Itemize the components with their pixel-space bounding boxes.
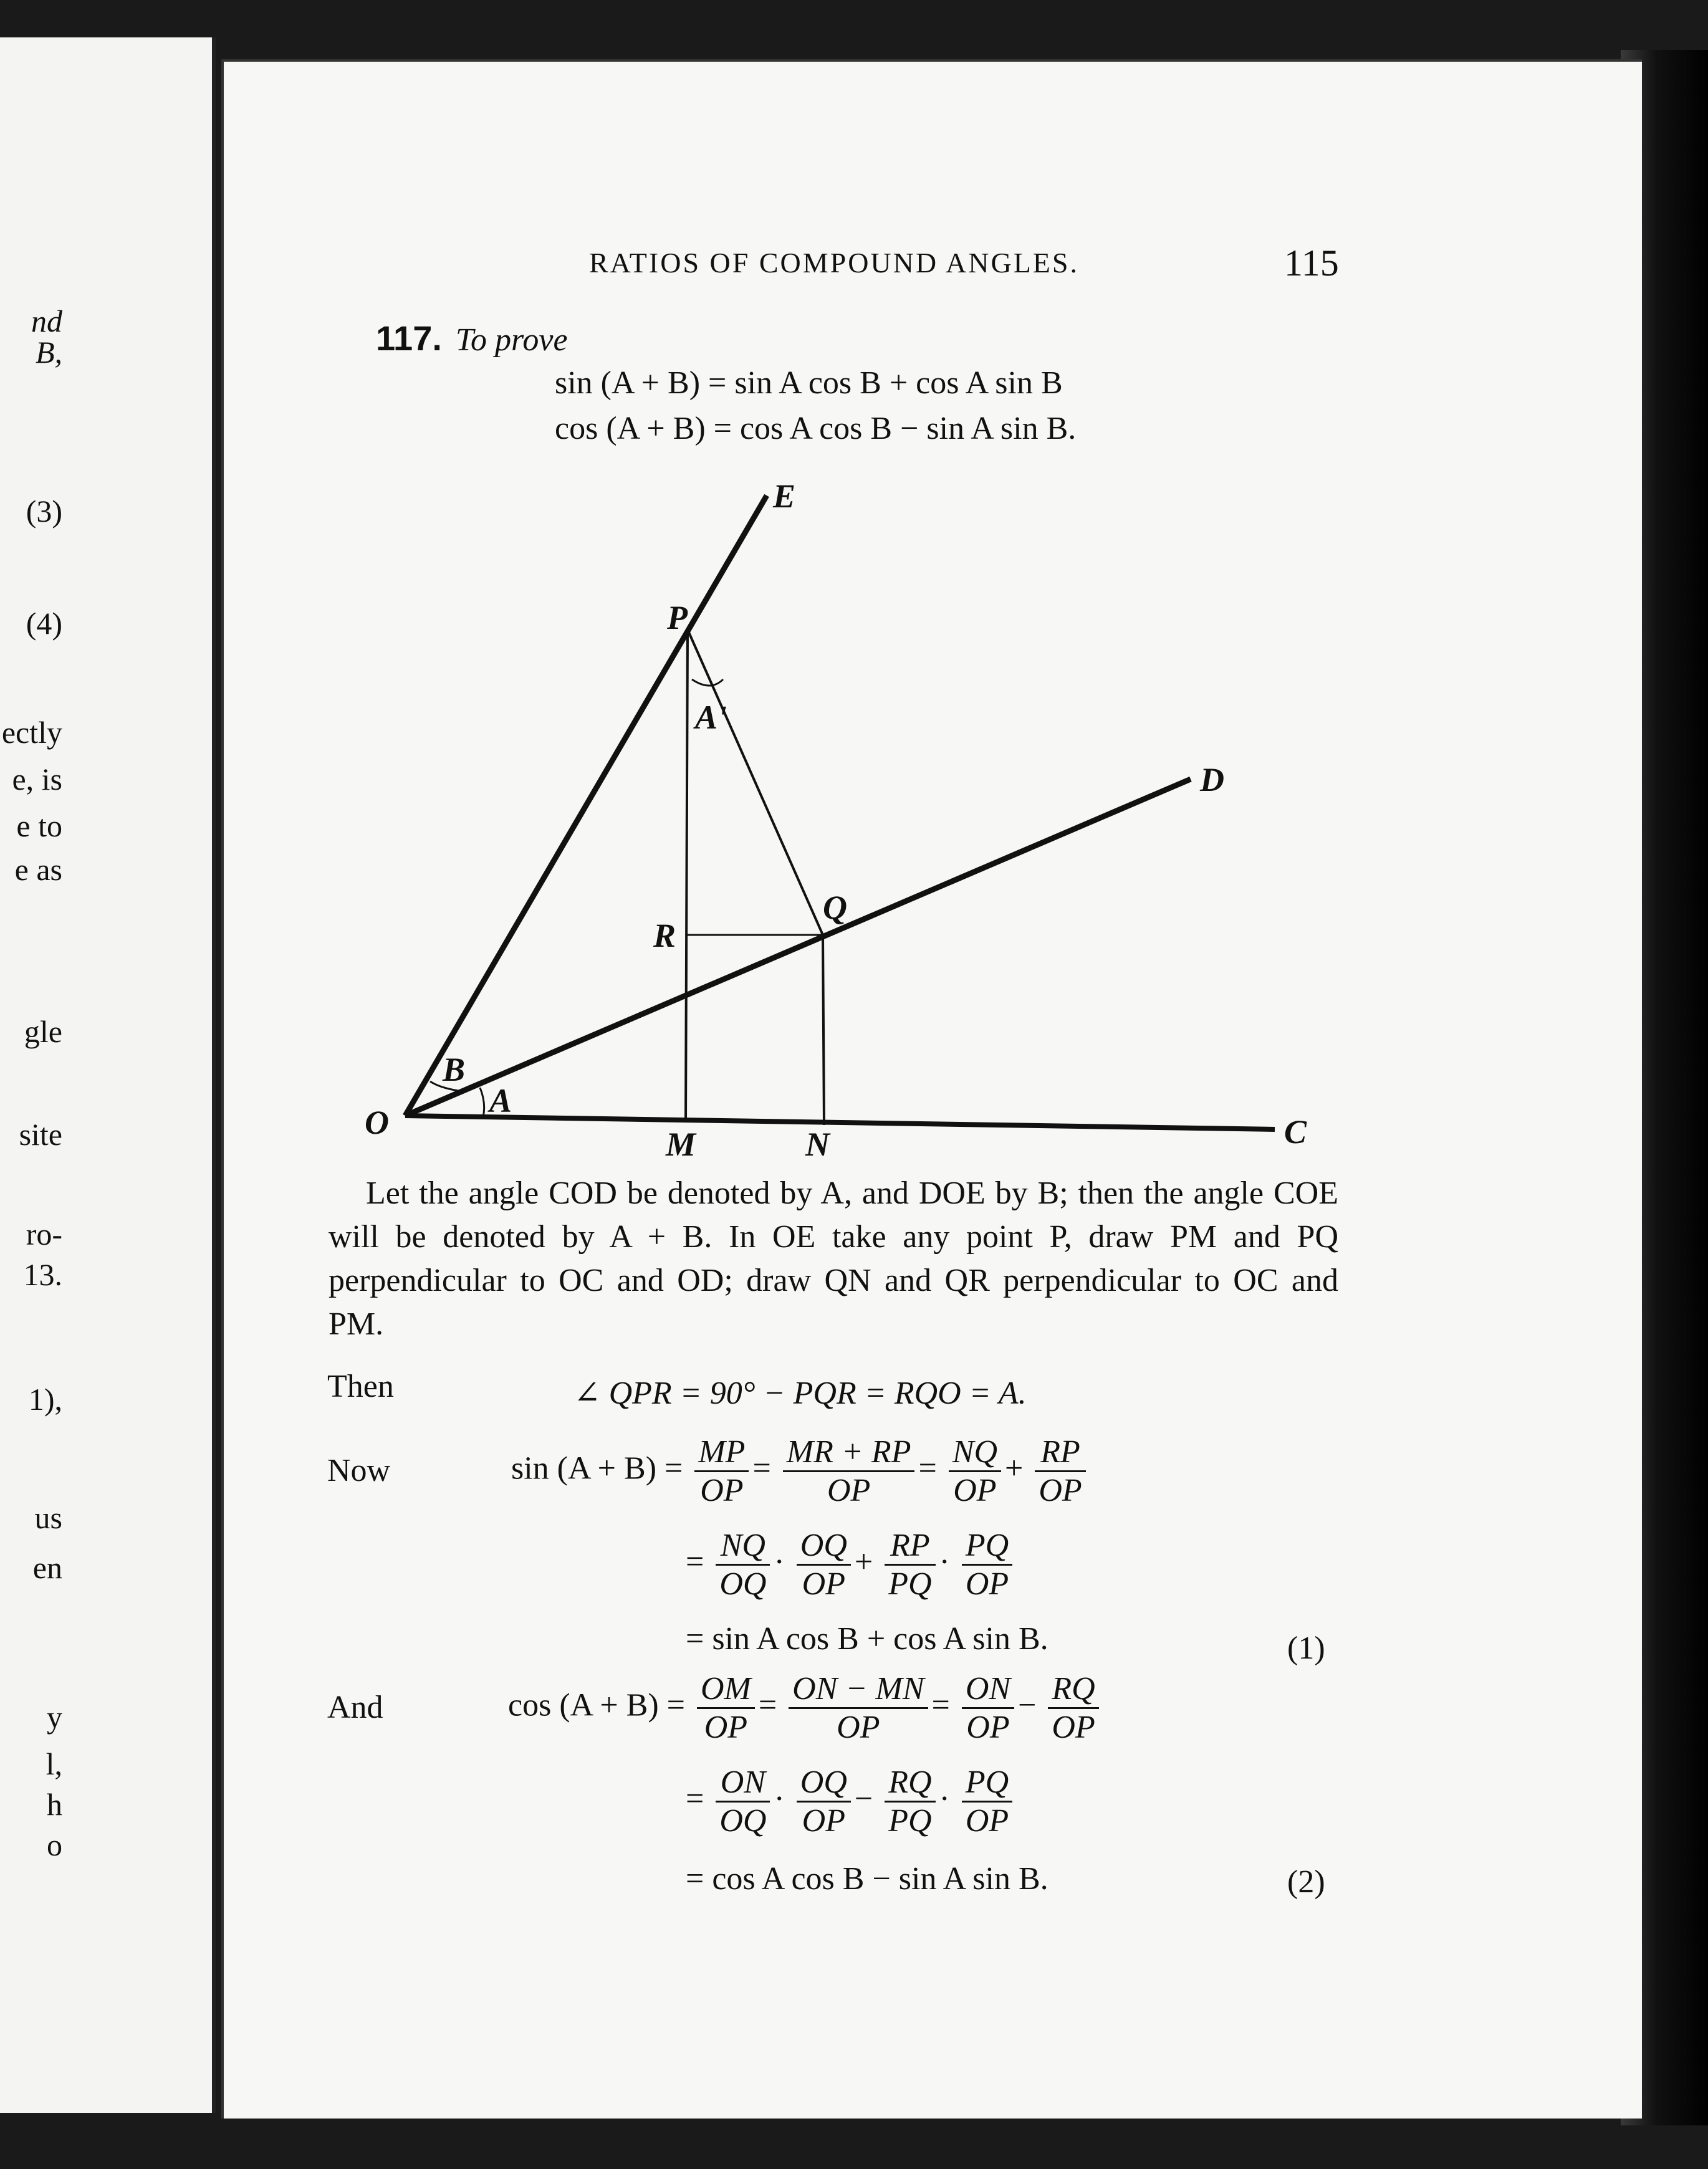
sin-lhs: sin (A + B) = [511,1450,683,1487]
body-paragraph [329,1172,1338,1346]
line-PM [686,630,688,1122]
fraction: $\frac{ON - MN}{OP}$ [789,1670,928,1746]
label-P: P [667,599,688,636]
left-fragment: 13. [23,1257,62,1292]
label-R: R [653,917,676,954]
formula-cos: cos (A + B) = cos A cos B − sin A sin B. [555,411,1077,446]
label-C: C [1284,1113,1307,1151]
fraction: $\frac{OM}{OP}$ [697,1670,755,1746]
left-fragment: site [19,1117,62,1152]
line-OD [405,779,1191,1116]
left-fragment: (4) [26,606,62,641]
running-header: RATIOS OF COMPOUND ANGLES. [589,247,1079,279]
left-fragment: 1), [28,1382,62,1417]
formula-sin: sin (A + B) = sin A cos B + cos A sin B [555,365,1063,401]
left-fragment: ro- [26,1217,62,1252]
cos-expansion-line1: cos (A + B) = $\frac{OM}{OP}$ = $\frac{ON - MN}{OP}$ = $\frac{ON}{OP}$ − $\frac{RQ}{OP}$ [508,1670,1103,1746]
page-number: 115 [1284,242,1339,284]
label-A: A [489,1082,512,1119]
label-Q: Q [823,889,847,926]
fraction: $\frac{RQ}{OP}$ [1048,1670,1098,1746]
left-fragment: l, [46,1746,62,1781]
label-N: N [805,1126,830,1163]
label-D: D [1200,761,1224,798]
left-fragment: o [47,1827,62,1862]
left-fragment: en [32,1550,62,1585]
sin-result: = sin A cos B + cos A sin B. [686,1621,1048,1657]
sin-expansion-line1: sin (A + B) = $\frac{MP}{OP}$ = $\frac{MR + RP}{OP}$ = $\frac{NQ}{OP}$ + $\frac{RP}{OP}$ [511,1434,1090,1509]
left-fragment: us [34,1500,62,1535]
angle-arc-A [480,1088,484,1117]
line-OC [405,1116,1275,1129]
fraction: $\frac{MP}{OP}$ [694,1434,749,1509]
label-A-prime: A' [695,699,727,736]
left-fragment: e to [16,808,62,843]
left-fragment: ectly [1,715,62,750]
line-PQ [688,630,823,935]
line-OE [405,496,767,1116]
cos-expansion-line2: = $\frac{ON}{OQ}$ · $\frac{OQ}{OP}$ − $\frac{RQ}{PQ}$ · $\frac{PQ}{OP}$ [686,1764,1016,1839]
fraction: $\frac{PQ}{OP}$ [962,1764,1012,1839]
fraction: $\frac{NQ}{OQ}$ [716,1527,770,1602]
fraction: $\frac{PQ}{OP}$ [962,1527,1012,1602]
equation-number-1: (1) [1287,1630,1325,1666]
line-QN [823,935,824,1125]
sin-expansion-line2: = $\frac{NQ}{OQ}$ · $\frac{OQ}{OP}$ + $\frac{RP}{PQ}$ · $\frac{PQ}{OP}$ [686,1527,1016,1602]
label-B: B [443,1051,466,1088]
left-fragment: gle [24,1014,62,1049]
and-label: And [327,1690,383,1725]
section-number: 117. [376,318,442,358]
left-fragment: e as [14,852,62,887]
paragraph-text: Let the angle COD be denoted by A, and DOE by B; then the angle COE will be denoted by A + B. In OE take any point P, draw PM and PQ perpendicular to OC and OD; draw QN and QR perpendicular to OC and PM. [329,1175,1338,1342]
angle-arc-P [692,679,723,686]
fraction: $\frac{RP}{OP}$ [1035,1434,1085,1509]
then-label: Then [327,1369,394,1404]
fraction: $\frac{MR + RP}{OP}$ [783,1434,915,1509]
label-O: O [365,1104,389,1141]
fraction: $\frac{RP}{PQ}$ [885,1527,935,1602]
left-fragment: nd B, [31,304,62,370]
left-fragment: (3) [26,494,62,529]
left-fragment: y [47,1700,62,1735]
now-label: Now [327,1453,391,1488]
fraction: $\frac{NQ}{OP}$ [949,1434,1001,1509]
left-fragment: e, is [12,762,62,797]
cos-result: = cos A cos B − sin A sin B. [686,1861,1048,1897]
fraction: $\frac{OQ}{OP}$ [797,1527,851,1602]
then-equation: ∠ QPR = 90° − PQR = RQO = A. [573,1376,1027,1411]
fraction: $\frac{ON}{OP}$ [962,1670,1014,1746]
section-title: To prove [455,322,568,358]
fraction: $\frac{OQ}{OP}$ [797,1764,851,1839]
equation-number-2: (2) [1287,1864,1325,1900]
left-fragment: h [47,1787,62,1822]
cos-lhs: cos (A + B) = [508,1687,685,1723]
label-E: E [773,477,796,515]
label-M: M [666,1126,696,1163]
fraction: $\frac{RQ}{PQ}$ [885,1764,935,1839]
fraction: $\frac{ON}{OQ}$ [716,1764,770,1839]
